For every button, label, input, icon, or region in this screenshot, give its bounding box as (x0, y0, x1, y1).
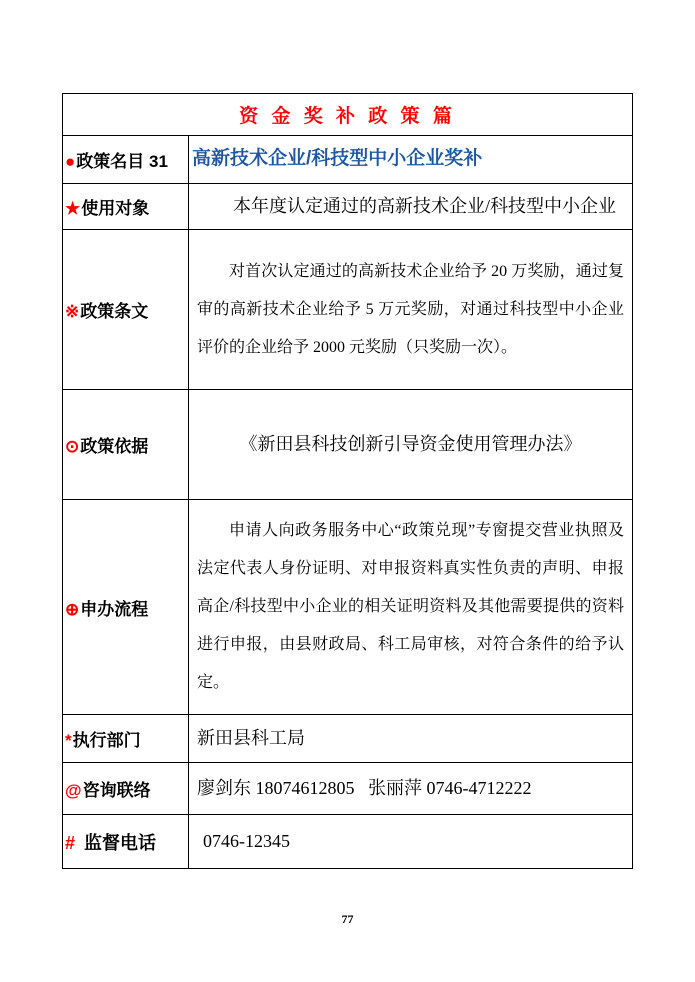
application-process-value: 申请人向政务服务中心“政策兑现”专窗提交营业执照及法定代表人身份证明、对申报资料真实性负责的声明、申报高企/科技型中小企业的相关证明资料及其他需要提供的资料进行申报，由县财政局、科工局审核，对符合条件的给予认定。 (189, 500, 633, 715)
hash-icon: # (65, 832, 76, 853)
row-supervision-phone (63, 815, 633, 869)
consulting-contact-value: 廖剑东 18074612805 张丽萍 0746-4712222 (189, 763, 633, 815)
at-sign-icon: @ (65, 781, 82, 800)
policy-clause-label: 政策条文 (80, 302, 149, 321)
policy-basis-label-cell (63, 390, 189, 500)
star-icon: ★ (65, 199, 81, 218)
row-executing-department (63, 715, 633, 763)
policy-clause-value: 对首次认定通过的高新技术企业给予 20 万奖励，通过复审的高新技术企业给予 5 万元奖励，对通过科技型中小企业评价的企业给予 2000 元奖励（只奖励一次）。 (189, 230, 633, 390)
table-title: 资 金 奖 补 政 策 篇 (63, 94, 633, 136)
supervision-phone-label: 监督电话 (84, 832, 157, 853)
reference-mark-icon: ※ (65, 302, 80, 321)
row-application-process (63, 500, 633, 715)
policy-table (62, 93, 633, 869)
circled-dot-icon: ⊙ (65, 437, 80, 456)
title-row (63, 94, 633, 136)
policy-basis-label: 政策依据 (80, 437, 149, 456)
executing-department-label-cell (63, 715, 189, 763)
consulting-contact-label: 咨询联络 (82, 781, 151, 800)
bullet-icon: ● (65, 152, 76, 171)
policy-name-label: 政策名目 31 (76, 152, 168, 171)
row-policy-basis (63, 390, 633, 500)
application-process-label-cell (63, 500, 189, 715)
target-users-value: 本年度认定通过的高新技术企业/科技型中小企业 (189, 184, 633, 230)
target-users-label: 使用对象 (81, 199, 150, 218)
supervision-phone-label-cell (63, 815, 189, 869)
executing-department-value: 新田县科工局 (189, 715, 633, 763)
policy-name-value: 高新技术企业/科技型中小企业奖补 (189, 136, 633, 184)
row-policy-name (63, 136, 633, 184)
page-number: 77 (341, 912, 354, 926)
executing-department-label: 执行部门 (72, 731, 141, 750)
supervision-phone-value: 0746-12345 (189, 815, 633, 869)
policy-clause-label-cell (63, 230, 189, 390)
circled-plus-icon: ⊕ (65, 599, 80, 619)
target-users-label-cell (63, 184, 189, 230)
policy-basis-value: 《新田县科技创新引导资金使用管理办法》 (189, 390, 633, 500)
row-consulting-contact (63, 763, 633, 815)
row-policy-clause (63, 230, 633, 390)
policy-name-label-cell (63, 136, 189, 184)
asterisk-icon: * (65, 731, 72, 750)
application-process-label: 申办流程 (80, 599, 149, 619)
consulting-contact-label-cell (63, 763, 189, 815)
row-target-users (63, 184, 633, 230)
